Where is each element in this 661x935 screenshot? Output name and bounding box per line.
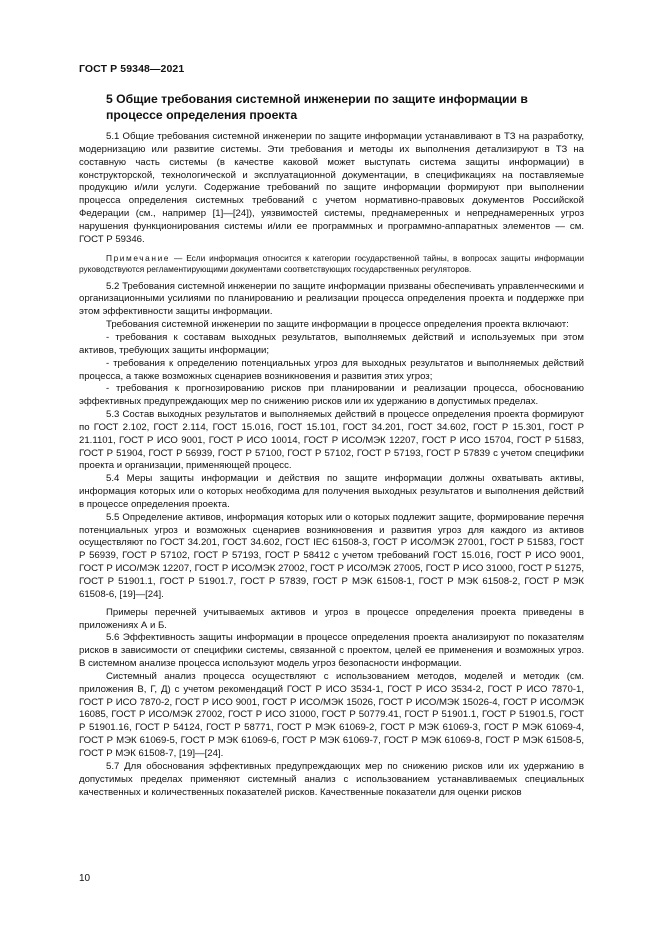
paragraph-examples: Примеры перечней учитываемых активов и угроз в процессе определения проекта приведены в приложениях А и Б. [79, 606, 584, 631]
list-item-requirements-3: - требования к прогнозированию рисков при планировании и реализации процесса, обоснованию эффективных предупреждающих мер по снижению рисков или их удержанию в допустимых пределах. [79, 383, 584, 408]
paragraph-5-3: 5.3 Состав выходных результатов и выполняемых действий в процессе определения проекта формируют по ГОСТ 2.102, ГОСТ 2.114, ГОСТ 15.016, ГОСТ 15.101, ГОСТ 34.201, ГОСТ 34.602, ГОСТ Р 15.301, ГОСТ Р 21.1101, ГОСТ Р ИСО 9001, ГОСТ Р ИСО 10014, ГОСТ Р ИСО/МЭК 12207, ГОСТ Р ИСО 15704, ГОСТ Р 51583, ГОСТ Р 51904, ГОСТ Р 56939, ГОСТ Р 57100, ГОСТ Р 57102, ГОСТ Р 57193, ГОСТ Р 57839 с учетом специфики проекта и организации, применяющей процесс. [79, 409, 584, 472]
paragraph-5-7: 5.7 Для обоснования эффективных предупреждающих мер по снижению рисков или их удержанию в допустимых пределах применяют системный анализ с использованием устанавливаемых специальных качественных и количественных показателей рисков. Качественные показатели для оценки рисков [79, 760, 584, 798]
document-body [79, 131, 584, 799]
paragraph-5-5: 5.5 Определение активов, информация которых или о которых подлежит защите, формирование перечня потенциальных угроз и возможных сценариев возникновения и развития угроз для каждого из активов осуществляют по ГОСТ 34.201, ГОСТ 34.602, ГОСТ IEC 61508-3, ГОСТ Р ИСО/МЭК 27001, ГОСТ Р 51583, ГОСТ Р 56939, ГОСТ Р 57102, ГОСТ Р 57193, ГОСТ Р 58412 с учетом требований ГОСТ 15.016, ГОСТ Р ИСО 9001, ГОСТ Р ИСО/МЭК 12207, ГОСТ Р ИСО/МЭК 27002, ГОСТ Р ИСО/МЭК 27005, ГОСТ Р ИСО 31000, ГОСТ Р 51275, ГОСТ Р 51901.1, ГОСТ Р 51901.7, ГОСТ Р 57839, ГОСТ Р МЭК 61508-1, ГОСТ Р МЭК 61508-2, ГОСТ Р МЭК 61508-6, [19]—[24]. [79, 511, 584, 600]
note-label: Примечание [106, 252, 171, 263]
note-paragraph [79, 253, 584, 275]
page-number: 10 [79, 873, 91, 884]
paragraph-system-analysis: Системный анализ процесса осуществляют с использованием методов, моделей и методик (см. приложения В, Г, Д) с учетом рекомендаций ГОСТ Р ИСО 3534-1, ГОСТ Р ИСО 3534-2, ГОСТ Р ИСО 7870-1, ГОСТ Р ИСО 7870-2, ГОСТ Р ИСО 9001, ГОСТ Р ИСО/МЭК 15026, ГОСТ Р ИСО/МЭК 15026-4, ГОСТ Р ИСО/МЭК 16085, ГОСТ Р ИСО/МЭК 27002, ГОСТ Р ИСО 31000, ГОСТ Р 50779.41, ГОСТ Р 51901.1, ГОСТ Р 51901.5, ГОСТ Р 51901.16, ГОСТ Р 54124, ГОСТ Р 58771, ГОСТ Р МЭК 61069-2, ГОСТ Р МЭК 61069-3, ГОСТ Р МЭК 61069-4, ГОСТ Р МЭК 61069-5, ГОСТ Р МЭК 61069-6, ГОСТ Р МЭК 61069-7, ГОСТ Р МЭК 61069-8, ГОСТ Р МЭК 61508-5, ГОСТ Р МЭК 61508-7, [19]—[24]. [79, 670, 584, 759]
paragraph-5-4: 5.4 Меры защиты информации и действия по защите информации должны охватывать активы, информация которых или о которых необходима для получения выходных результатов и выполнения действий в процессе определения проекта. [79, 473, 584, 510]
note-text: — Если информация относится к категории государственной тайны, в вопросах защиты информации руководствуются регламентирующими документами соответствующих государственных регуляторов. [79, 252, 584, 274]
paragraph-5-6: 5.6 Эффективность защиты информации в процессе определения проекта анализируют по показателям рисков в зависимости от специфики системы, связанной с проектом, целей ее применения и возможных угроз. В системном анализе процесса используют модель угроз безопасности информации. [79, 632, 584, 670]
paragraph-5-2: 5.2 Требования системной инженерии по защите информации призваны обеспечивать управленческими и организационными усилиями по планированию и реализации процесса определения проекта и поддержке при этом эффективности защиты информации. [79, 280, 584, 318]
paragraph-requirements-intro: Требования системной инженерии по защите информации в процессе определения проекта включают: [106, 319, 569, 331]
list-item-requirements-2: - требования к определению потенциальных угроз для выходных результатов и выполняемых действий процесса, а также возможных сценариев возникновения и развития этих угроз; [79, 357, 584, 382]
section-heading: 5 Общие требования системной инженерии по защите информации в процессе определения проекта [106, 92, 528, 122]
document-code-header: ГОСТ Р 59348—2021 [79, 63, 185, 75]
paragraph-5-1: 5.1 Общие требования системной инженерии по защите информации устанавливают в ТЗ на разработку, модернизацию или развитие системы. Эти требования и методы их выполнения детализируют в ТЗ на составную часть системы (в качестве каковой может выступать система защиты информации) в конструкторской, технологической и эксплуатационной документации, в спецификациях на поставляемые продукцию и/или услуги. Содержание требований по защите информации формируют при выполнении процесса определения системных требований с учетом нормативно-правовых документов Российской Федерации (см., например [1]—[24]), уязвимостей системы, преднамеренных и непреднамеренных угроз нарушения функционирования системы и/или ее программных и программно-аппаратных элементов — см. ГОСТ Р 59346. [79, 131, 584, 245]
list-item-requirements-1: - требования к составам выходных результатов, выполняемых действий и используемых при этом активов, требующих защиты информации; [79, 331, 584, 356]
